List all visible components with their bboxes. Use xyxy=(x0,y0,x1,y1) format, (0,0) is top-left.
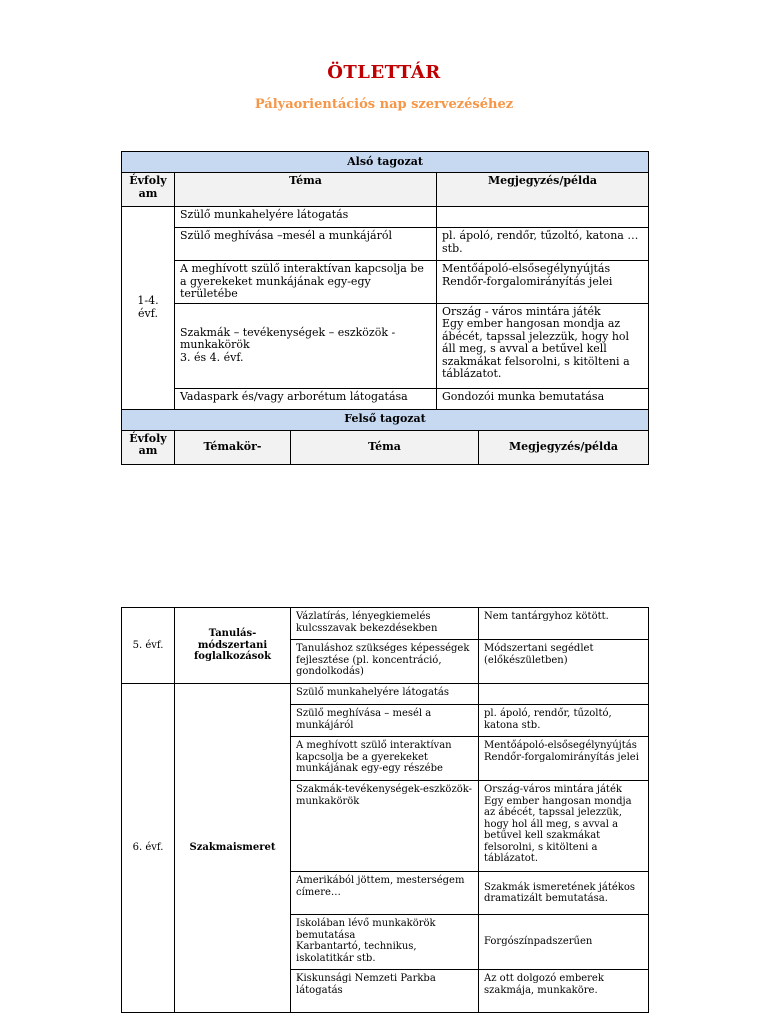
page-title: ÖTLETTÁR xyxy=(327,62,441,83)
table-cell-topic: Szülő meghívása – mesél a munkájáról xyxy=(291,705,479,737)
table-cell-topic: Amerikából jöttem, mesterségem címere… xyxy=(291,872,479,915)
table-cell-note: Mentőápoló-elsősegélynyújtás Rendőr-forgalomirányítás jelei xyxy=(437,261,649,304)
table-cell-note: Ország-város mintára játék Egy ember hangosan mondja az ábécét, tapssal jelezzük, hogy hol áll meg, s avval a betűvel kell szakmákat felsorolni, s kitölteni a táblázatot. xyxy=(479,781,649,872)
table-cell-note xyxy=(479,684,649,705)
section-header-upper: Felső tagozat xyxy=(122,409,649,430)
section-header-lower: Alsó tagozat xyxy=(122,152,649,173)
table-cell-topic: Vadaspark és/vagy arborétum látogatása xyxy=(175,388,437,409)
table-cell-note: Gondozói munka bemutatása xyxy=(437,388,649,409)
table-cell-topic: Szakmák-tevékenységek-eszközök-munkakörök xyxy=(291,781,479,872)
table-cell-note: Mentőápoló-elsősegélynyújtás Rendőr-forgalomirányítás jelei xyxy=(479,737,649,781)
header-grade: Évfoly am xyxy=(122,430,175,464)
header-topic: Téma xyxy=(175,173,437,207)
header-note: Megjegyzés/példa xyxy=(479,430,649,464)
table-cell-topic: Szülő meghívása –mesél a munkájáról xyxy=(175,228,437,261)
area-cell: Tanulás- módszertani foglalkozások xyxy=(175,608,291,684)
header-topic: Téma xyxy=(291,430,479,464)
table-cell-note: pl. ápoló, rendőr, tűzoltó, katona … stb. xyxy=(437,228,649,261)
table-cell-note: Módszertani segédlet (előkészületben) xyxy=(479,640,649,684)
table-cell-topic: Vázlatírás, lényegkiemelés kulcsszavak bekezdésekben xyxy=(291,608,479,640)
table-cell-note: Szakmák ismeretének játékos dramatizált bemutatása. xyxy=(479,872,649,915)
grade-cell: 1-4. évf. xyxy=(122,207,175,410)
table-cell-note: Nem tantárgyhoz kötött. xyxy=(479,608,649,640)
table-cell-topic: Szakmák – tevékenységek – eszközök - munkakörök 3. és 4. évf. xyxy=(175,303,437,388)
table-cell-note: Az ott dolgozó emberek szakmája, munkaköre. xyxy=(479,970,649,1013)
table-cell-note: Forgószínpadszerűen xyxy=(479,915,649,970)
upper-grade-table xyxy=(121,607,649,1013)
table-cell-topic: Szülő munkahelyére látogatás xyxy=(175,207,437,228)
table-cell-topic: A meghívott szülő interaktívan kapcsolja be a gyerekeket munkájának egy-egy részébe xyxy=(291,737,479,781)
table-cell-topic: Szülő munkahelyére látogatás xyxy=(291,684,479,705)
grade-cell: 6. évf. xyxy=(122,684,175,1013)
lower-grade-table xyxy=(121,151,649,465)
area-cell: Szakmaismeret xyxy=(175,684,291,1013)
grade-cell: 5. évf. xyxy=(122,608,175,684)
table-cell-note: pl. ápoló, rendőr, tűzoltó, katona stb. xyxy=(479,705,649,737)
table-cell-topic: Tanuláshoz szükséges képességek fejlesztése (pl. koncentráció, gondolkodás) xyxy=(291,640,479,684)
table-cell-note: Ország - város mintára játék Egy ember hangosan mondja az ábécét, tapssal jelezzük, hogy hol áll meg, s avval a betűvel kell szakmákat felsorolni, s kitölteni a táblázatot. xyxy=(437,303,649,388)
page-subtitle: Pályaorientációs nap szervezéséhez xyxy=(254,97,514,112)
table-cell-topic: Kiskunsági Nemzeti Parkba látogatás xyxy=(291,970,479,1013)
header-note: Megjegyzés/példa xyxy=(437,173,649,207)
header-grade: Évfoly am xyxy=(122,173,175,207)
table-cell-topic: A meghívott szülő interaktívan kapcsolja be a gyerekeket munkájának egy-egy területébe xyxy=(175,261,437,304)
header-area: Témakör- xyxy=(175,430,291,464)
table-cell-topic: Iskolában lévő munkakörök bemutatása Karbantartó, technikus, iskolatitkár stb. xyxy=(291,915,479,970)
table-cell-note xyxy=(437,207,649,228)
